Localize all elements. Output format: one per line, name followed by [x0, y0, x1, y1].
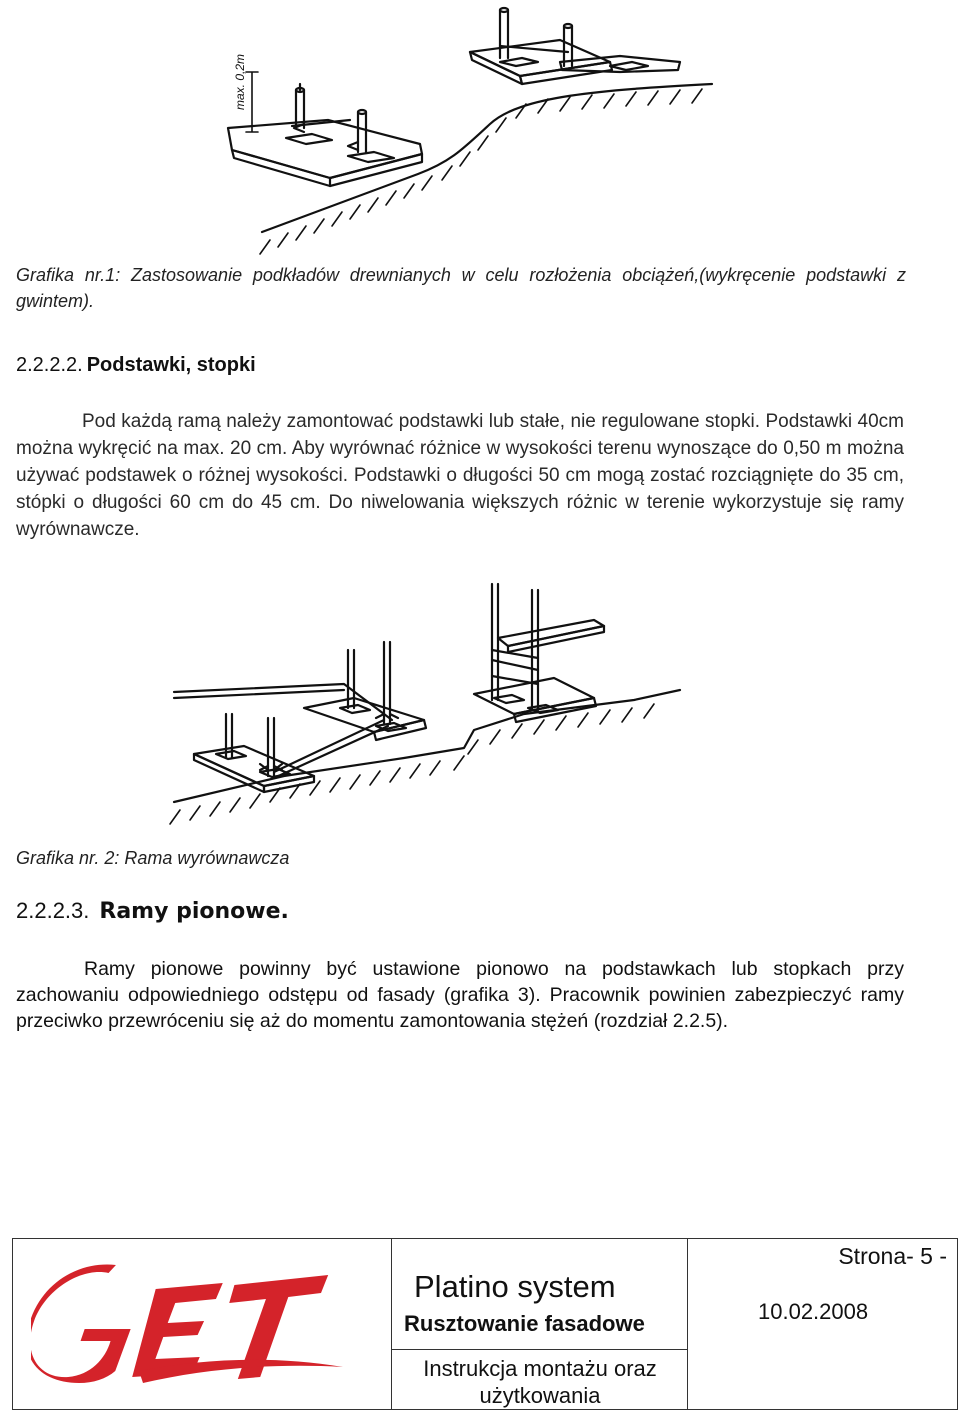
- figure1-caption: Grafika nr.1: Zastosowanie podkładów drewnianych w celu rozłożenia obciążeń,(wykręcenie podstawki z gwintem).: [16, 265, 906, 311]
- section-heading-podstawki: [16, 354, 256, 377]
- footer-logo-cell: [13, 1239, 391, 1409]
- get-logo: [31, 1259, 361, 1389]
- ground-line: [262, 84, 712, 232]
- figure-leveling-frame: [164, 580, 684, 842]
- section-title: Podstawki, stopki: [86, 354, 256, 376]
- figure2-caption: Grafika nr. 2: Rama wyrównawcza: [16, 848, 290, 868]
- section1-paragraph-text: Pod każdą ramą należy zamontować podstawki lub stałe, nie regulowane stopki. Podstawki 40cm można wykręcić na max. 20 cm. Aby wyrównać różnice w wysokości terenu wynoszące do 0,50 m można używać podstawek o różnej wysokości. Podstawki o długości 50 cm mogą zostać rozciągnięte do 35 cm, stópki o długości 60 cm do 45 cm. Do niwelowania większych różnic w terenie wykorzystuje się ramy wyrównawcze.: [16, 411, 904, 540]
- document-title: Instrukcja montażu oraz użytkowania: [423, 1356, 657, 1408]
- figure-base-plates: [200, 0, 720, 258]
- product-subtitle: Rusztowanie fasadowe: [404, 1311, 645, 1336]
- figure1-annotation: max. 0,2m: [233, 53, 247, 110]
- footer-title-cell: [391, 1239, 688, 1409]
- section2-title: Ramy pionowe.: [99, 899, 289, 924]
- section-number: 2.2.2.2.: [16, 354, 83, 376]
- section1-paragraph: [16, 408, 904, 543]
- page-footer: [12, 1238, 958, 1410]
- footer-info-cell: [687, 1239, 957, 1409]
- section-heading-ramy: [16, 898, 289, 924]
- page-number: Strona- 5 -: [838, 1243, 947, 1269]
- document-date: 10.02.2008: [758, 1299, 869, 1324]
- product-name: Platino system: [414, 1269, 616, 1304]
- section2-paragraph: [16, 956, 904, 1034]
- section2-paragraph-text: Ramy pionowe powinny być ustawione pionowo na podstawkach lub stopkach przy zachowaniu odpowiedniego odstępu od fasady (grafika 3). Pracownik powinien zabezpieczyć ramy przeciwko przewróceniu się aż do momentu zamontowania stężeń (rozdział 2.2.5).: [16, 958, 904, 1032]
- section2-number: 2.2.2.3.: [16, 898, 90, 923]
